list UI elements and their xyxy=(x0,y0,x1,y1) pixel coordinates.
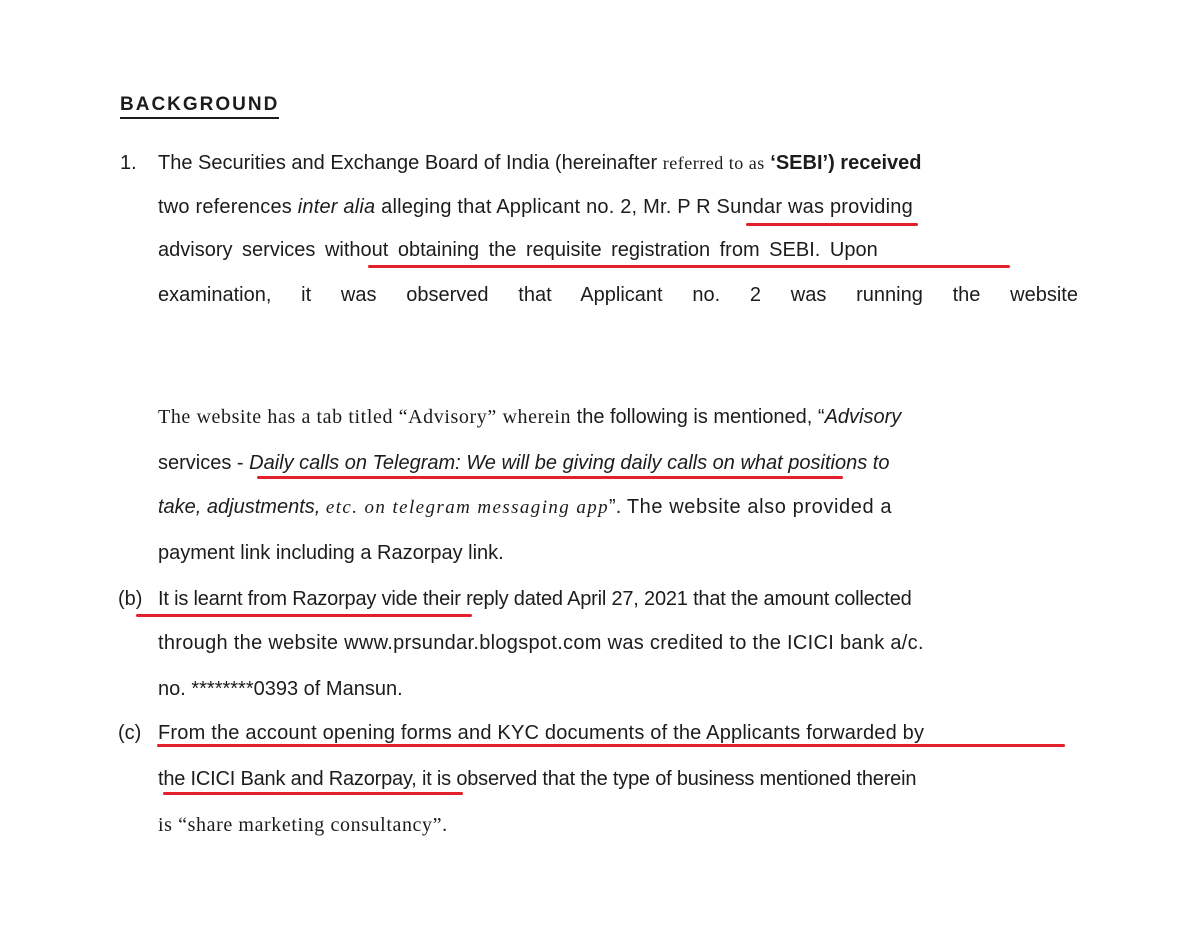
para-1-line-2-text-a: two references xyxy=(158,196,292,218)
para-2-line-3-text-c: ”. xyxy=(609,496,622,518)
para-1-line-3 xyxy=(158,238,878,262)
para-c-marker: (c) xyxy=(118,722,142,744)
para-b-line-3: no. ********0393 of Mansun. xyxy=(158,678,403,700)
underline-account-opening-forms xyxy=(157,744,1065,747)
para-2-line-2-text-c: on what positions to xyxy=(712,452,890,474)
section-heading: BACKGROUND xyxy=(120,94,279,119)
para-1-line-1 xyxy=(158,151,921,175)
underline-icici-razorpay xyxy=(163,792,463,795)
para-1-line-3-text-b: without obtaining the requisite registration from SEBI. xyxy=(324,239,821,261)
para-2-line-1-text-b: the following is mentioned, “ xyxy=(576,406,825,428)
para-b-line-2: through the website www.prsundar.blogspot.com was credited to the ICICI bank a/c. xyxy=(158,632,924,654)
para-c-line-1: From the account opening forms and KYC documents of the Applicants forwarded by xyxy=(158,722,925,744)
para-1-line-3-text-c: Upon xyxy=(829,239,878,261)
para-1-line-4: examination, it was observed that Applicant no. 2 was running the website xyxy=(158,284,1078,306)
para-c-line-2 xyxy=(158,767,916,791)
para-2-line-3-text-b: etc. on telegram messaging app xyxy=(325,497,610,518)
para-1-line-1-text-a: The Securities and Exchange Board of India (hereinafter xyxy=(158,152,658,174)
para-c-line-3: is “share marketing consultancy”. xyxy=(158,814,448,836)
para-1-number: 1. xyxy=(120,152,137,174)
para-c-line-2-text-b: , it is observed that the type of business mentioned therein xyxy=(411,768,917,790)
para-2-line-3-text-a: take, adjustments, xyxy=(158,496,321,518)
underline-razorpay-vide xyxy=(136,614,472,617)
para-1-line-3-text-a: advisory services xyxy=(158,239,316,261)
para-2-line-1 xyxy=(158,405,901,429)
para-1-line-1-text-b: referred to as xyxy=(662,153,765,173)
para-c-line-2-text-a: the ICICI Bank and Razorpay xyxy=(158,768,412,790)
para-1-line-2-text-e: was providing xyxy=(788,196,913,218)
para-1-line-2-text-c: alleging that Applicant no. 2, xyxy=(381,196,638,218)
para-2-line-3 xyxy=(158,495,892,520)
para-1-line-1-text-c: ‘SEBI’) received xyxy=(770,152,922,174)
para-1-line-2 xyxy=(158,195,913,219)
para-2-line-3-text-d: The website also provided a xyxy=(626,496,893,518)
para-2-line-1-text-c: Advisory xyxy=(824,406,902,428)
para-1-line-2-text-d: Mr. P R Sundar xyxy=(643,196,783,218)
para-b-line-1 xyxy=(158,587,912,611)
underline-mr-sundar xyxy=(746,223,918,226)
para-2-line-2-text-b: Daily calls on Telegram: We will be giving daily calls xyxy=(249,452,708,474)
underline-without-registration xyxy=(368,265,1010,268)
para-2-line-1-text-a: The website has a tab titled “Advisory” wherein xyxy=(158,406,572,428)
para-2-line-2-text-a: services - xyxy=(158,452,244,474)
para-2-line-4: payment link including a Razorpay link. xyxy=(158,542,504,564)
para-2-line-2 xyxy=(158,451,889,475)
para-b-marker: (b) xyxy=(118,588,143,610)
para-b-line-1-text-a: It is learnt from Razorpay vide xyxy=(158,588,418,610)
para-b-line-1-text-b: their reply dated April 27, 2021 that the amount collected xyxy=(422,588,912,610)
para-1-line-2-text-b: inter alia xyxy=(297,196,376,218)
underline-daily-calls xyxy=(257,476,843,479)
